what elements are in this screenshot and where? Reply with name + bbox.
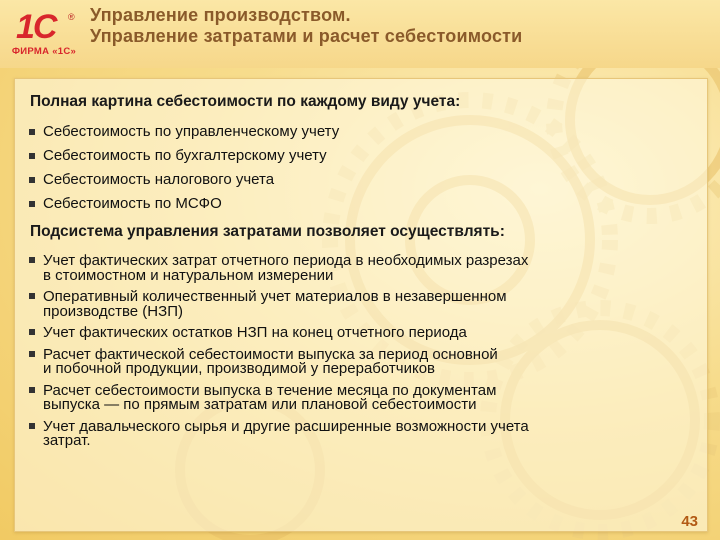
- list-item-text: Учет фактических затрат отчетного периода в необходимых разрезах: [43, 252, 529, 269]
- logo: [6, 6, 82, 64]
- list-item-text: Учет давальческого сырья и другие расширенные возможности учета: [43, 417, 529, 435]
- header: [0, 0, 720, 68]
- section1-list: [29, 123, 683, 219]
- list-item-text: Себестоимость налогового учета: [43, 171, 275, 188]
- list-item-text: и побочной продукции, производимой у переработчиков: [43, 360, 435, 377]
- bullet-square-icon: [29, 387, 35, 393]
- bullet-square-icon: [29, 201, 35, 207]
- list-item: [29, 254, 683, 283]
- bullet-square-icon: [29, 351, 35, 357]
- bullet-square-icon: [29, 329, 35, 335]
- list-item-text: Себестоимость по бухгалтерскому учету: [43, 147, 327, 164]
- list-item: [29, 195, 683, 212]
- content-panel: [14, 78, 708, 532]
- list-item: [29, 171, 683, 188]
- title-line-2: Управление затратами и расчет себестоимости: [90, 26, 523, 46]
- logo-caption: ФИРМА «1С»: [11, 46, 77, 57]
- slide-title: [90, 5, 522, 47]
- bullet-square-icon: [29, 293, 35, 299]
- list-item-text: выпуска — по прямым затратам или плановой себестоимости: [43, 396, 477, 413]
- list-item: [29, 147, 683, 164]
- list-item-text: в стоимостном и натуральном измерении: [43, 266, 334, 284]
- list-item-text: Себестоимость по управленческому учету: [43, 123, 340, 140]
- bullet-square-icon: [29, 153, 35, 159]
- list-item-text: производстве (НЗП): [43, 302, 183, 320]
- section2-heading: Подсистема управления затратами позволяет осуществлять:: [30, 223, 505, 240]
- list-item: [29, 345, 683, 377]
- list-item: [29, 381, 683, 413]
- list-item: [29, 326, 683, 341]
- section1-heading: Полная картина себестоимости по каждому виду учета:: [30, 93, 461, 110]
- list-item-text: Расчет себестоимости выпуска в течение месяца по документам: [43, 381, 497, 399]
- list-item-text: Себестоимость по МСФО: [43, 195, 222, 212]
- list-item-text: затрат.: [43, 432, 91, 449]
- list-item-text: Оперативный количественный учет материалов в незавершенном: [43, 288, 507, 305]
- list-item-text: Расчет фактической себестоимости выпуска за период основной: [43, 345, 498, 363]
- list-item-text: Учет фактических остатков НЗП на конец отчетного периода: [43, 324, 467, 341]
- section2-list: [29, 254, 683, 456]
- title-line-1: Управление производством.: [90, 5, 351, 25]
- list-item: [29, 417, 683, 449]
- bullet-square-icon: [29, 257, 35, 263]
- logo-mark: 1С: [16, 8, 56, 46]
- list-item: [29, 123, 683, 140]
- bullet-square-icon: [29, 129, 35, 135]
- logo-registered-mark: ®: [68, 12, 75, 22]
- list-item: [29, 290, 683, 319]
- bullet-square-icon: [29, 423, 35, 429]
- bullet-square-icon: [29, 177, 35, 183]
- page-number: 43: [681, 513, 698, 530]
